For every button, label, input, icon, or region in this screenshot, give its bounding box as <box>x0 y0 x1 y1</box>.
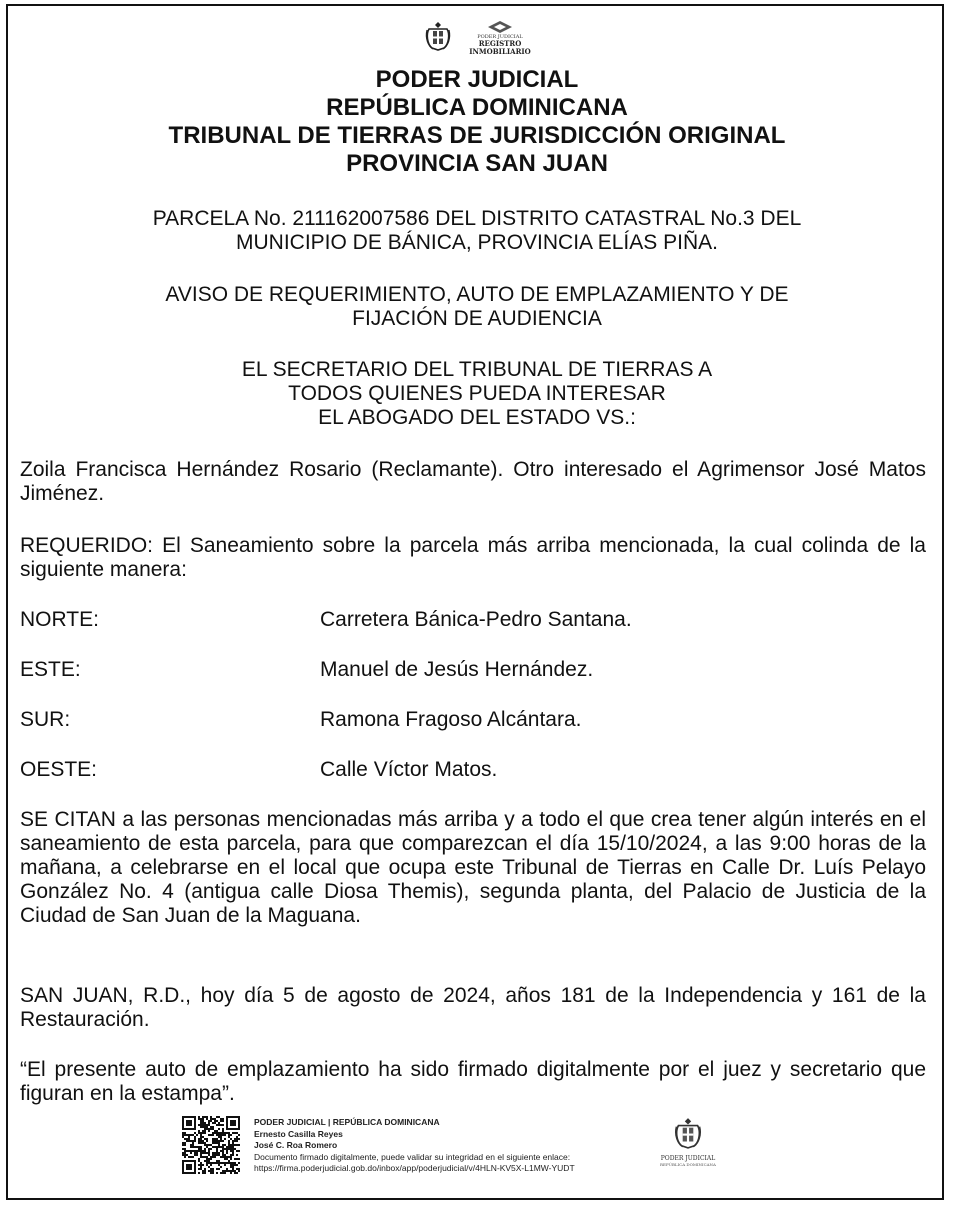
header-logos <box>0 20 954 56</box>
parcela-block <box>0 207 954 255</box>
signer-judge: Ernesto Casilla Reyes <box>254 1128 343 1139</box>
registro-inmobiliario-logo <box>470 20 530 56</box>
parties-paragraph: Zoila Francisca Hernández Rosario (Reclamante). Otro interesado el Agrimensor José Matos Jiménez. <box>20 458 926 505</box>
header-line: PROVINCIA SAN JUAN <box>346 150 608 177</box>
boundary-label: OESTE: <box>20 758 98 781</box>
fecha-paragraph: SAN JUAN, R.D., hoy día 5 de agosto de 2024, años 181 de la Independencia y 161 de la Restauración. <box>20 984 926 1031</box>
qr-code-icon[interactable] <box>182 1116 240 1174</box>
digital-signature-stamp <box>182 1116 742 1176</box>
header-line: PODER JUDICIAL <box>375 66 579 93</box>
secretario-line: TODOS QUIENES PUEDA INTERESAR <box>288 382 666 405</box>
header-line: TRIBUNAL DE TIERRAS DE JURISDICCIÓN ORIGINAL <box>168 122 786 149</box>
parcela-line: MUNICIPIO DE BÁNICA, PROVINCIA ELÍAS PIÑA. <box>236 231 718 254</box>
validation-url[interactable]: https://firma.poderjudicial.gob.do/inbox/app/poderjudicial/v/4HLN-KV5X-L1MW-YUDT <box>254 1163 575 1173</box>
validation-note: Documento firmado digitalmente, puede validar su integridad en el siguiente enlace: <box>254 1151 571 1162</box>
boundary-label: SUR: <box>20 708 71 731</box>
coat-of-arms-icon <box>424 20 452 52</box>
secretario-block <box>0 358 954 430</box>
registro-line1: REGISTRO <box>478 39 522 48</box>
signature-org: PODER JUDICIAL | REPÚBLICA DOMINICANA <box>254 1117 440 1127</box>
signer-secretary: José C. Roa Romero <box>254 1140 338 1150</box>
aviso-line: FIJACIÓN DE AUDIENCIA <box>352 307 602 330</box>
boundary-value: Manuel de Jesús Hernández. <box>320 658 594 681</box>
boundary-value: Carretera Bánica-Pedro Santana. <box>320 608 632 631</box>
boundary-value: Ramona Fragoso Alcántara. <box>320 708 582 731</box>
citan-paragraph: SE CITAN a las personas mencionadas más arriba y a todo el que crea tener algún interés en el saneamiento de esta parcela, para que comparezcan el día 15/10/2024, a las 9:00 horas de la mañana, a celebrarse en el local que ocupa este Tribunal de Tierras en Calle Dr. Luís Pelayo González No. 4 (antigua calle Diosa Themis), segunda planta, del Palacio de Justicia de la Ciudad de San Juan de la Maguana. <box>20 808 926 927</box>
registro-small-text: PODER JUDICIAL <box>477 34 523 40</box>
registro-diamond-icon <box>485 20 515 34</box>
requerido-paragraph: REQUERIDO: El Saneamiento sobre la parcela más arriba mencionada, la cual colinda de la siguiente manera: <box>20 534 926 581</box>
parcela-line: PARCELA No. 211162007586 DEL DISTRITO CATASTRAL No.3 DEL <box>152 207 802 230</box>
coat-of-arms-icon <box>670 1116 706 1150</box>
poder-judicial-seal <box>660 1116 716 1167</box>
boundary-label: NORTE: <box>20 608 99 631</box>
secretario-line: EL SECRETARIO DEL TRIBUNAL DE TIERRAS A <box>241 358 713 381</box>
header-line: REPÚBLICA DOMINICANA <box>326 94 628 121</box>
firmado-paragraph: “El presente auto de emplazamiento ha sido firmado digitalmente por el juez y secretario que figuran en la estampa”. <box>20 1058 926 1105</box>
boundary-value: Calle Víctor Matos. <box>320 758 498 781</box>
document-header <box>0 66 954 178</box>
registro-line2: INMOBILIARIO <box>469 47 531 56</box>
seal-sublabel: REPÚBLICA DOMINICANA <box>660 1162 716 1167</box>
aviso-block <box>0 283 954 331</box>
boundary-label: ESTE: <box>20 658 81 681</box>
secretario-line: EL ABOGADO DEL ESTADO VS.: <box>318 406 636 429</box>
signature-text <box>254 1117 575 1175</box>
aviso-line: AVISO DE REQUERIMIENTO, AUTO DE EMPLAZAMIENTO Y DE <box>165 283 789 306</box>
seal-label: PODER JUDICIAL <box>660 1155 716 1162</box>
